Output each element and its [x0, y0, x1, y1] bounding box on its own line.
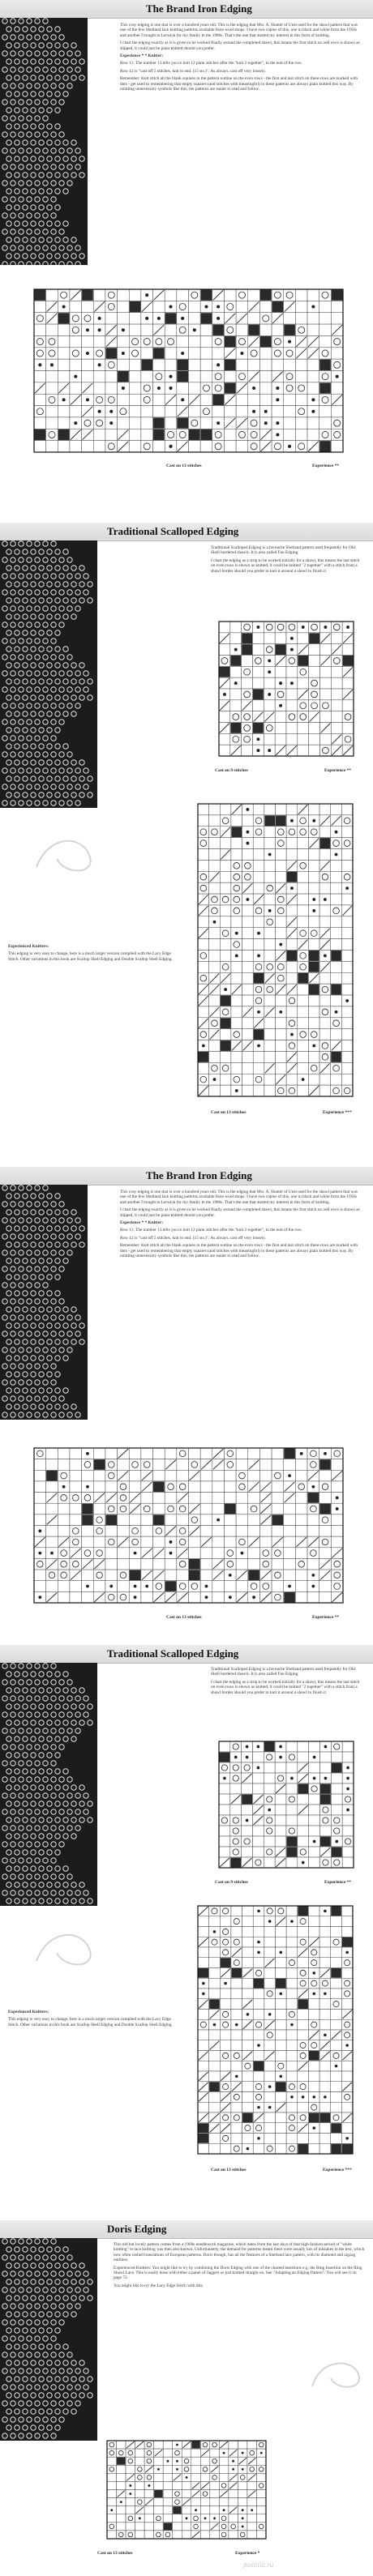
- paragraph: Remember: Knit stitch all the blank squares in the pattern outline on the even rows - the first and last stitch on these rows are marked with dots - get used to remembering that empty squares (and stitches with meaningful) in these patterns are always plain knitted this way. By omitting unnecessary symbols like this, the patterns are easier to read and follow.: [120, 1243, 358, 1259]
- paragraph: Row 11: The number 13 tells you to knit 13 plain stitches after the "knit 2 together", to the end of the row.: [120, 61, 302, 66]
- chart-grid: [209, 1732, 363, 1878]
- lace-photo: [0, 1663, 97, 1906]
- title-bar: [0, 2220, 373, 2239]
- caption: Experience ***: [323, 1110, 352, 1115]
- knitting-chart: [209, 1732, 363, 1878]
- caption: Cast on 13 stitches: [211, 1110, 247, 1115]
- paragraph: Experienced Knitters: You might like to try by combining the Doris Edging with one of the charted insertions e.g. the Ring Insertion on the Ring Shawl Lace. This is easily done with either a panel of Jaggers or just knitted straight on. See "Adapting an Edging Pattern". You will see it on page 72.: [114, 2265, 362, 2281]
- knitting-chart-large: [188, 1896, 362, 2164]
- lace-pattern: [0, 2238, 97, 2441]
- section-title: The Brand Iron Edging: [146, 2, 252, 15]
- chart-grid: [24, 1438, 353, 1613]
- experienced-text: [8, 2010, 182, 2083]
- experienced-text: [8, 944, 182, 1017]
- paragraph: I chart the edging exactly as it is given to be worked finally around the completed shawl, this means the first stitch on odd rows is shown as slipped, it could just be plain knitted should you prefer.: [120, 41, 360, 51]
- paragraph: This edging is very easy to change, here is a much larger version complied with the Lacy Edge Stitch. Other variations in this book are Scallop Shell Edging and Double Scallop Shell Edging.: [8, 2017, 173, 2027]
- chart-grid: [24, 280, 353, 462]
- paragraph: This cosy edging is one that is over a hundred years old. This is the edging that Mrs. A. Hunter of Unst used for the shawl pattern that was one of the few Shetland lace knitting patterns available from wool shops. I have two copies of this, one in black and white form the 1950s and another I bought in Lerwick for my family in the 1980s. That's the one that started my interest in this form of knitting.: [120, 23, 358, 38]
- intro-text: [211, 1667, 365, 1732]
- paragraph: Traditional Scalloped Edging is a favourite Shetland pattern used frequently for Old Shell bordered shawls. It is also called Fan Edging.: [211, 1667, 355, 1677]
- decorative-swirl-icon: [308, 2354, 365, 2399]
- caption: Cast on 9 stitches: [215, 1880, 248, 1885]
- section-title: The Brand Iron Edging: [146, 1169, 252, 1181]
- paragraph: I chart the edging exactly as it is given to be worked finally around the completed shawl, this means the first stitch on odd rows is shown as slipped, it could just be plain knitted should you prefer.: [120, 1207, 360, 1218]
- knitting-chart: [97, 2431, 276, 2548]
- intro-text: [120, 1190, 363, 1335]
- lace-photo: [0, 1185, 88, 1420]
- caption: Experience ***: [323, 2168, 352, 2172]
- chart-grid: [209, 612, 363, 766]
- knitting-chart: [24, 1438, 353, 1613]
- paragraph: You might like to try the Lacy Edge Stitch with this.: [114, 2283, 204, 2288]
- knitting-chart: [24, 280, 353, 462]
- caption: Cast on 13 stitches: [211, 2168, 247, 2172]
- paragraph: Row 11: The number 13 tells you to knit 13 plain stitches after the "knit 2 together", to the end of the row.: [120, 1228, 302, 1233]
- chart-grid: [188, 794, 362, 1106]
- section-title: Doris Edging: [107, 2223, 167, 2235]
- paragraph: Row 12 is "cast off 5 stitches, knit to end. (15 sts.)". As always, cast off very loosely.: [120, 68, 266, 74]
- section-title: Traditional Scalloped Edging: [107, 1647, 239, 1660]
- caption: Experience **: [324, 768, 352, 773]
- section-doris: [0, 2216, 373, 2576]
- lace-photo: [0, 2238, 97, 2441]
- caption: Experience **: [324, 1880, 352, 1885]
- paragraph: This old but lovely pattern comes from a 1960s needlework magazine, which dates from the last days of that high-fashion period of "white knitting" in lace knitting was then also known. Unfortunately, the demand for patterns meant there were usually lots of mistakes in the text, which now often rushed translations of European patterns. Doris though, has all the features of a Shetland lace pattern, with its diamond and zigzag outlines.: [114, 2242, 365, 2263]
- paragraph: Experience * * Knitter:: [120, 1220, 164, 1226]
- lace-photo: [0, 540, 97, 808]
- paragraph: Remember: Knit stitch all the blank squares in the pattern outline on the even rows - the first and last stitch on these rows are marked with dots - get used to remembering that empty squares (and stitches with meaningful) in these patterns are always plain knitted this way. By omitting unnecessary symbols like this, the patterns are easier to read and follow.: [120, 76, 358, 92]
- lace-pattern: [0, 1185, 88, 1420]
- paragraph: This cosy edging is one that is over a hundred years old. This is the edging that Mrs. A. Hunter of Unst used for the shawl pattern that was one of the few Shetland lace knitting patterns available from wool shops. I have two copies of this, one in black and white form the 1950s and another I bought in Lerwick for my family in the 1980s. That's the one that started my interest in this form of knitting.: [120, 1190, 358, 1205]
- caption: Cast on 13 stitches: [97, 2551, 133, 2556]
- chart-grid: [188, 1896, 362, 2164]
- section-scalloped-2: [0, 1641, 373, 2208]
- caption: Experience **: [312, 1615, 340, 1620]
- paragraph: Experienced Knitters:: [8, 2010, 49, 2014]
- chart-grid: [97, 2431, 276, 2548]
- watermark: posttila.ru: [243, 2561, 274, 2569]
- caption: Cast on 13 stitches: [166, 1615, 202, 1620]
- decorative-swirl-icon: [32, 1925, 97, 1977]
- intro-text: [120, 23, 363, 169]
- intro-text: [211, 545, 365, 610]
- section-scalloped-1: [0, 515, 373, 1163]
- section-title: Traditional Scalloped Edging: [107, 525, 239, 537]
- caption: Cast on 13 stitches: [166, 464, 202, 468]
- paragraph: This edging is very easy to change, here is a much larger version complied with the Lacy Edge Stitch. Other variations in this book are Scallop Shell Edging and Double Scallop Shell Edging.: [8, 951, 173, 962]
- lace-photo: [0, 18, 88, 265]
- lace-pattern: [0, 1663, 97, 1906]
- paragraph: Row 12 is "cast off 5 stitches, knit to end. (15 sts.)". As always, cast off very loosely.: [120, 1235, 266, 1241]
- lace-pattern: [0, 540, 97, 808]
- paragraph: I chart the edging as a strip to be worked initially for a shawl, this means the last stitch on even rows is shown as knitted, it could be knitted "2 together" with a stitch from a shawl border should you prefer to knit it around a shawl to finish it.: [211, 1679, 360, 1695]
- caption: Cast on 9 stitches: [215, 768, 248, 773]
- lace-pattern: [0, 18, 88, 265]
- paragraph: Traditional Scalloped Edging is a favourite Shetland pattern used frequently for Old Shell bordered shawls. It is also called Fan Edging.: [211, 545, 355, 556]
- section-brand-iron-1: [0, 0, 373, 515]
- knitting-chart-large: [188, 794, 362, 1106]
- section-brand-iron-2: [0, 1167, 373, 1637]
- intro-text: [114, 2242, 365, 2372]
- caption: Experience **: [312, 464, 340, 468]
- decorative-swirl-icon: [32, 831, 97, 883]
- caption: Experience *: [235, 2551, 260, 2556]
- paragraph: Experience * * Knitter:: [120, 53, 164, 59]
- paragraph: I chart the edging as a strip to be worked initially for a shawl, this means the last stitch on even rows is shown as knitted, it could be knitted "2 together" with a stitch from a shawl border should you prefer to knit it around a shawl to finish it.: [211, 557, 360, 574]
- paragraph: Experienced Knitters:: [8, 944, 49, 949]
- knitting-chart: [209, 612, 363, 766]
